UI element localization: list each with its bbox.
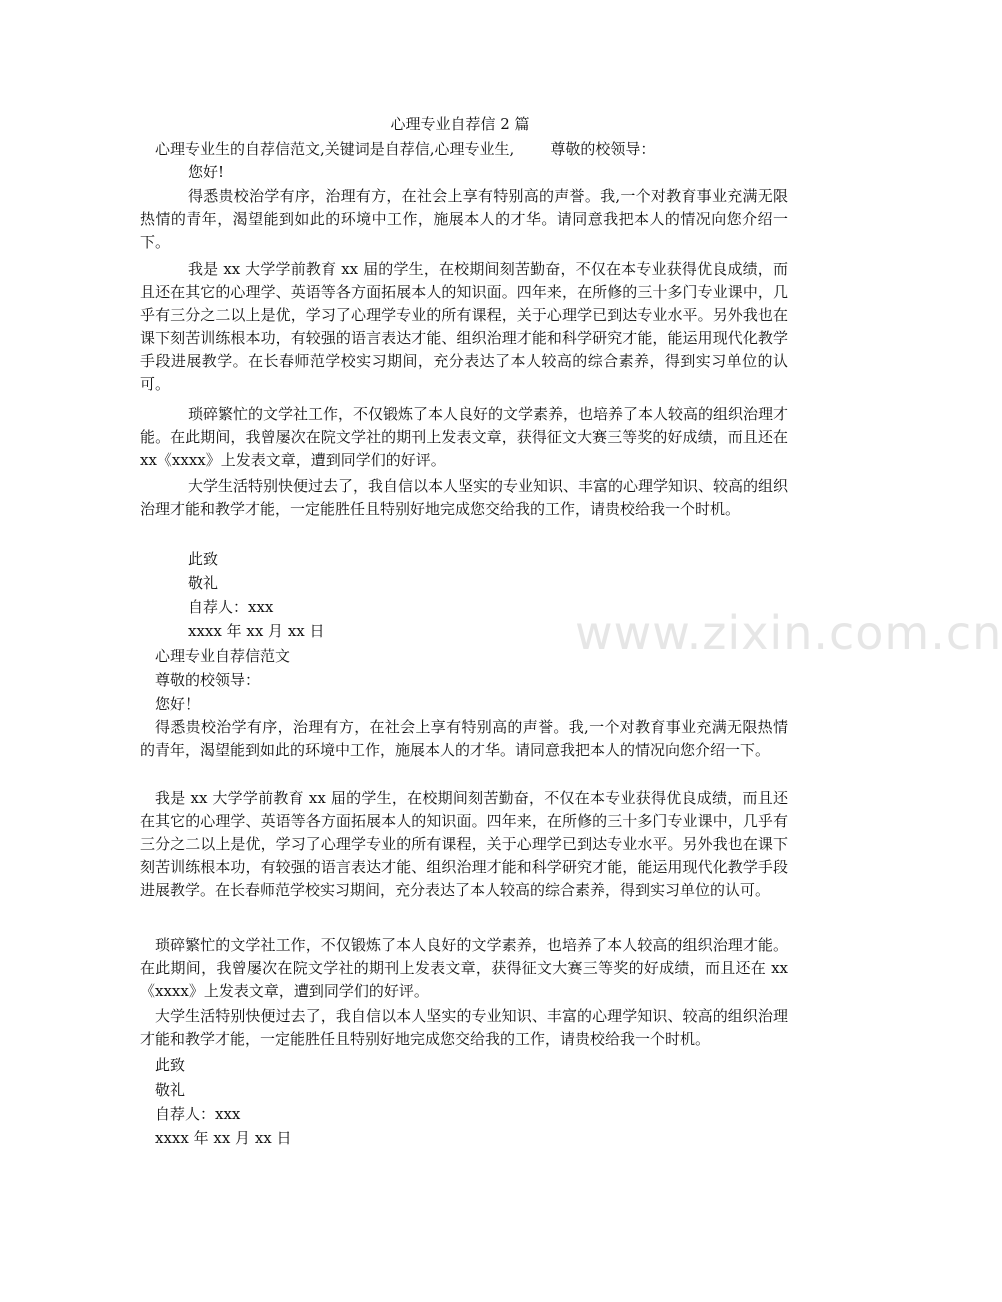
letter1-closing-2: 敬礼 [188,574,219,592]
letter2-salutation: 尊敬的校领导： [155,671,261,689]
letter2-closing-1: 此致 [155,1056,186,1074]
letter1-paragraph-3: 琐碎繁忙的文学社工作，不仅锻炼了本人良好的文学素养，也培养了本人较高的组织治理才能。在此期间，我曾屡次在院文学社的期刊上发表文章，获得征文大赛三等奖的好成绩，而且还在 xx《xxxx》上发表文章，遭到同学们的好评。 [140,405,789,469]
intro-line [155,139,655,159]
letter2-signer: 自荐人：xxx [155,1105,241,1123]
letter2-heading: 心理专业自荐信范文 [155,647,291,665]
letter2-paragraph-2: 我是 xx 大学学前教育 xx 届的学生，在校期间刻苦勤奋，不仅在本专业获得优良成绩，而且还在其它的心理学、英语等各方面拓展本人的知识面。四年来，在所修的三十多门专业课中，几乎有三分之二以上是优，学习了心理学专业的所有课程，关于心理学已到达专业水平。另外我也在课下刻苦训练根本功，有较强的语言表达才能、组织治理才能和科学研究才能，能运用现代化教学手段进展教学。在长春师范学校实习期间，充分表达了本人较高的综合素养，得到实习单位的认可。 [140,789,788,899]
letter1-paragraph-2: 我是 xx 大学学前教育 xx 届的学生，在校期间刻苦勤奋，不仅在本专业获得优良成绩，而且还在其它的心理学、英语等各方面拓展本人的知识面。四年来，在所修的三十多门专业课中，几乎有三分之二以上是优，学习了心理学专业的所有课程，关于心理学已到达专业水平。另外我也在课下刻苦训练根本功，有较强的语言表达才能、组织治理才能和科学研究才能，能运用现代化教学手段进展教学。在长春师范学校实习期间，充分表达了本人较高的综合素养，得到实习单位的认可。 [140,260,788,393]
letter1-greeting: 您好! [188,163,225,181]
letter2-paragraph-3: 琐碎繁忙的文学社工作，不仅锻炼了本人良好的文学素养，也培养了本人较高的组织治理才能。在此期间，我曾屡次在院文学社的期刊上发表文章，获得征文大赛三等奖的好成绩，而且还在 xx《xxxx》上发表文章，遭到同学们的好评。 [140,936,788,1000]
letter2-greeting: 您好！ [155,695,201,713]
letter1-date: xxxx 年 xx 月 xx 日 [188,622,325,640]
document-title: 心理专业自荐信 2 篇 [390,115,530,133]
letter2-paragraph-4: 大学生活特别快便过去了，我自信以本人坚实的专业知识、丰富的心理学知识、较高的组织治理才能和教学才能，一定能胜任且特别好地完成您交给我的工作，请贵校给我一个时机。 [140,1007,788,1048]
intro-keywords: 心理专业生的自荐信范文,关键词是自荐信,心理专业生, [155,140,515,158]
letter2-paragraph-1: 得悉贵校治学有序，治理有方，在社会上享有特别高的声誉。我,一个对教育事业充满无限热情的青年，渴望能到如此的环境中工作，施展本人的才华。请同意我把本人的情况向您介绍一下。 [140,718,788,759]
watermark: www.zixin.com.cn [575,606,1002,660]
letter2-date: xxxx 年 xx 月 xx 日 [155,1129,292,1147]
intro-salutation: 尊敬的校领导： [550,140,656,158]
letter1-closing-1: 此致 [188,550,219,568]
letter2-closing-2: 敬礼 [155,1081,186,1099]
letter1-paragraph-1: 得悉贵校治学有序，治理有方，在社会上享有特别高的声誉。我,一个对教育事业充满无限热情的青年，渴望能到如此的环境中工作，施展本人的才华。请同意我把本人的情况向您介绍一下。 [140,187,788,251]
letter1-signer: 自荐人：xxx [188,598,274,616]
letter1-paragraph-4: 大学生活特别快便过去了，我自信以本人坚实的专业知识、丰富的心理学知识、较高的组织治理才能和教学才能，一定能胜任且特别好地完成您交给我的工作，请贵校给我一个时机。 [140,477,789,518]
